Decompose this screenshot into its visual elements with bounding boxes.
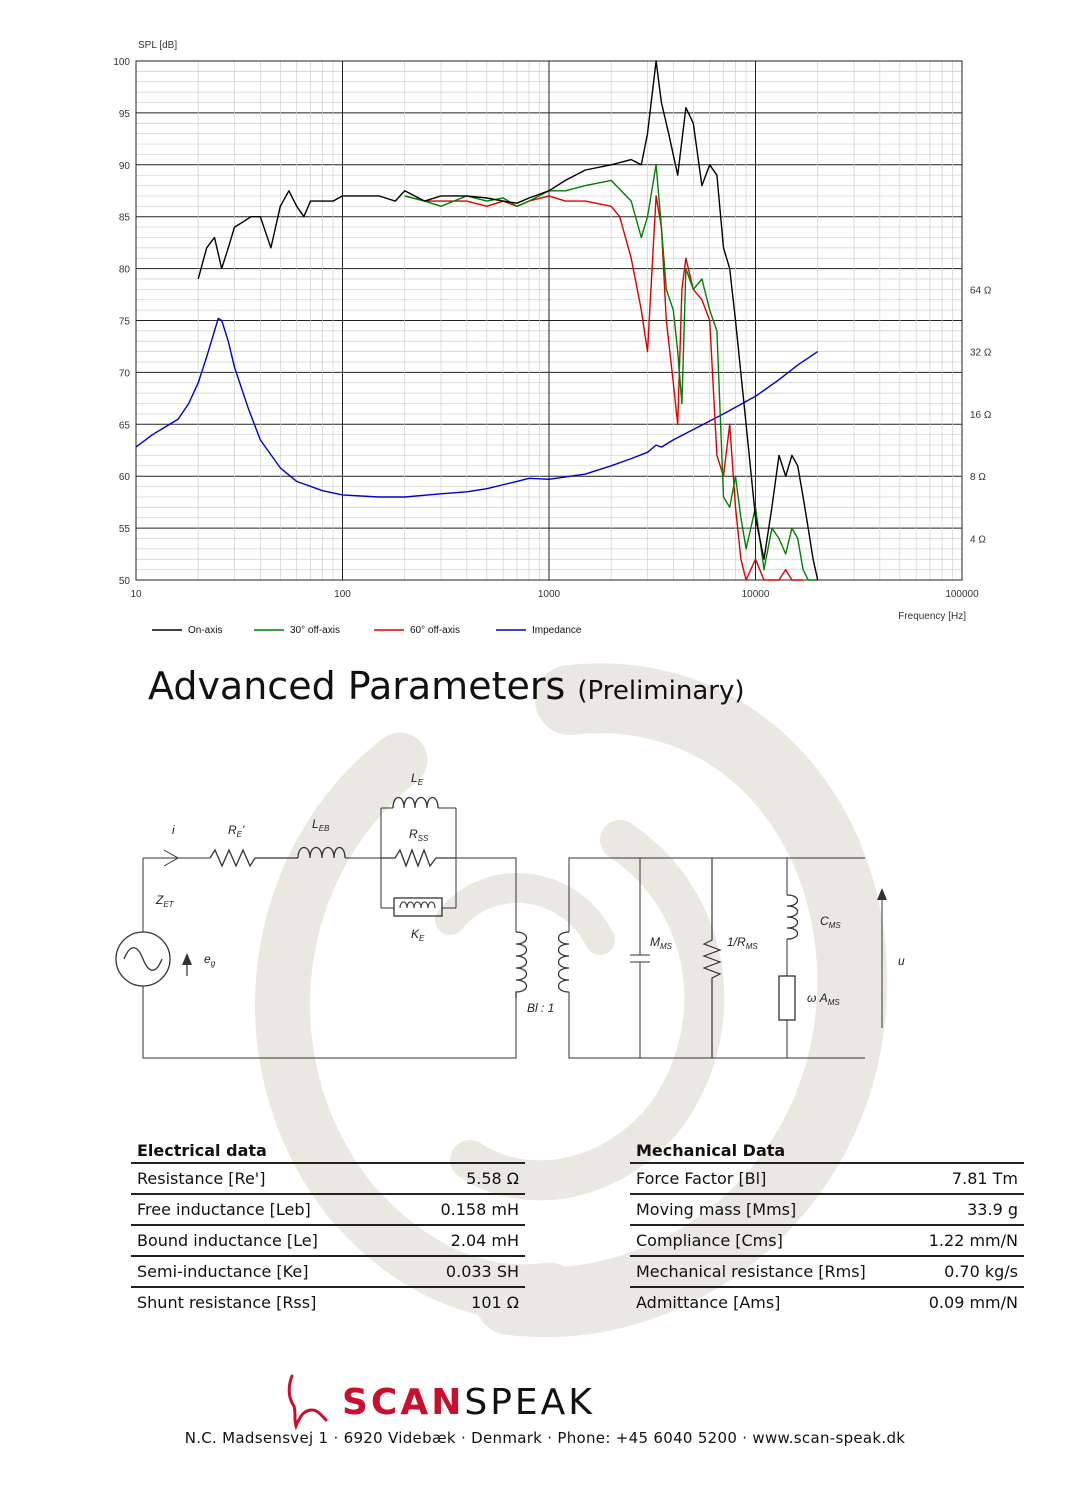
ams-label: ω $A_{MS}$ <box>807 991 840 1007</box>
rms-label: $1/R_{MS}$ <box>727 935 758 951</box>
x-tick-label: 10000 <box>741 589 770 600</box>
legend-entry: 30° off-axis <box>290 625 340 636</box>
velocity-label: u <box>898 954 905 968</box>
impedance-tick-label: 8 Ω <box>970 472 986 484</box>
leb-label: $L_{EB}$ <box>312 817 330 833</box>
equivalent-circuit-diagram <box>0 760 1090 1080</box>
y-tick-label: 60 <box>118 472 130 484</box>
series-line-2 <box>405 196 803 580</box>
bl-ratio-label: Bl : 1 <box>527 1001 555 1015</box>
zet-label: $Z_{ET}$ <box>156 893 174 909</box>
section-title <box>148 664 744 708</box>
rss-label: $R_{SS}$ <box>409 827 429 843</box>
y-tick-label: 55 <box>118 524 130 536</box>
table-row: Moving mass [Mms] 33.9 g <box>630 1195 1024 1226</box>
y-tick-label: 80 <box>118 264 130 276</box>
legend-entry: On-axis <box>188 625 223 636</box>
current-label: i <box>172 823 175 837</box>
chart-grid <box>136 61 962 580</box>
y-tick-label: 50 <box>118 576 130 587</box>
electrical-data-table <box>131 1138 525 1317</box>
impedance-axis-labels <box>970 285 992 545</box>
y-tick-label: 75 <box>118 316 130 328</box>
table-row: Shunt resistance [Rss] 101 Ω <box>137 1293 519 1312</box>
circuit-wires <box>143 798 882 1059</box>
impedance-tick-label: 4 Ω <box>970 534 986 546</box>
y-axis-label: SPL [dB] <box>138 40 178 51</box>
table-row: Free inductance [Leb] 0.158 mH <box>131 1195 525 1226</box>
logo-mark-icon <box>289 1376 326 1426</box>
y-tick-label: 65 <box>118 420 130 432</box>
y-tick-label: 90 <box>118 160 130 172</box>
y-tick-label: 95 <box>118 108 130 120</box>
mechanical-data-header: Mechanical Data <box>630 1138 1024 1164</box>
impedance-tick-label: 32 Ω <box>970 347 992 359</box>
table-row: Force Factor [Bl] 7.81 Tm <box>630 1164 1024 1195</box>
x-tick-labels <box>130 589 979 600</box>
x-tick-label: 1000 <box>537 589 561 600</box>
legend-entry: 60° off-axis <box>410 625 460 636</box>
mms-label: $M_{MS}$ <box>650 935 672 951</box>
legend-entry: Impedance <box>532 625 582 636</box>
impedance-tick-label: 16 Ω <box>970 409 992 421</box>
frequency-response-chart <box>0 0 1090 650</box>
table-row: Compliance [Cms] 1.22 mm/N <box>630 1226 1024 1257</box>
cms-label: $C_{MS}$ <box>820 914 841 930</box>
x-tick-label: 100 <box>334 589 351 600</box>
logo-wordmark: SCANSPEAK <box>342 1382 595 1423</box>
y-tick-labels <box>113 57 130 587</box>
impedance-tick-label: 64 Ω <box>970 285 992 297</box>
mechanical-data-table <box>630 1138 1024 1317</box>
table-row: Semi-inductance [Ke] 0.033 SH <box>131 1257 525 1288</box>
table-row: Admittance [Ams] 0.09 mm/N <box>636 1293 1018 1312</box>
section-subtitle: (Preliminary) <box>577 676 745 706</box>
re-label: $R_E'$ <box>228 823 245 839</box>
table-row: Mechanical resistance [Rms] 0.70 kg/s <box>630 1257 1024 1288</box>
series-line-3 <box>136 318 818 497</box>
ke-label: $K_E$ <box>411 927 425 943</box>
x-tick-label: 10 <box>130 589 142 600</box>
table-row: Bound inductance [Le] 2.04 mH <box>131 1226 525 1257</box>
y-tick-label: 85 <box>118 212 130 224</box>
y-tick-label: 100 <box>113 57 130 68</box>
le-label: $L_E$ <box>411 771 424 787</box>
eg-label: $e_g$ <box>204 952 216 968</box>
footer-address: N.C. Madsensvej 1 · 6920 Videbæk · Denmark · Phone: +45 6040 5200 · www.scan-speak.dk <box>184 1429 906 1447</box>
chart-legend <box>152 625 582 636</box>
x-axis-label: Frequency [Hz] <box>898 611 966 622</box>
electrical-data-header: Electrical data <box>131 1138 525 1164</box>
x-tick-label: 100000 <box>945 589 979 600</box>
table-row: Resistance [Re'] 5.58 Ω <box>131 1164 525 1195</box>
section-title-main: Advanced Parameters <box>148 664 566 708</box>
scanspeak-logo <box>286 1370 706 1430</box>
y-tick-label: 70 <box>118 368 130 380</box>
